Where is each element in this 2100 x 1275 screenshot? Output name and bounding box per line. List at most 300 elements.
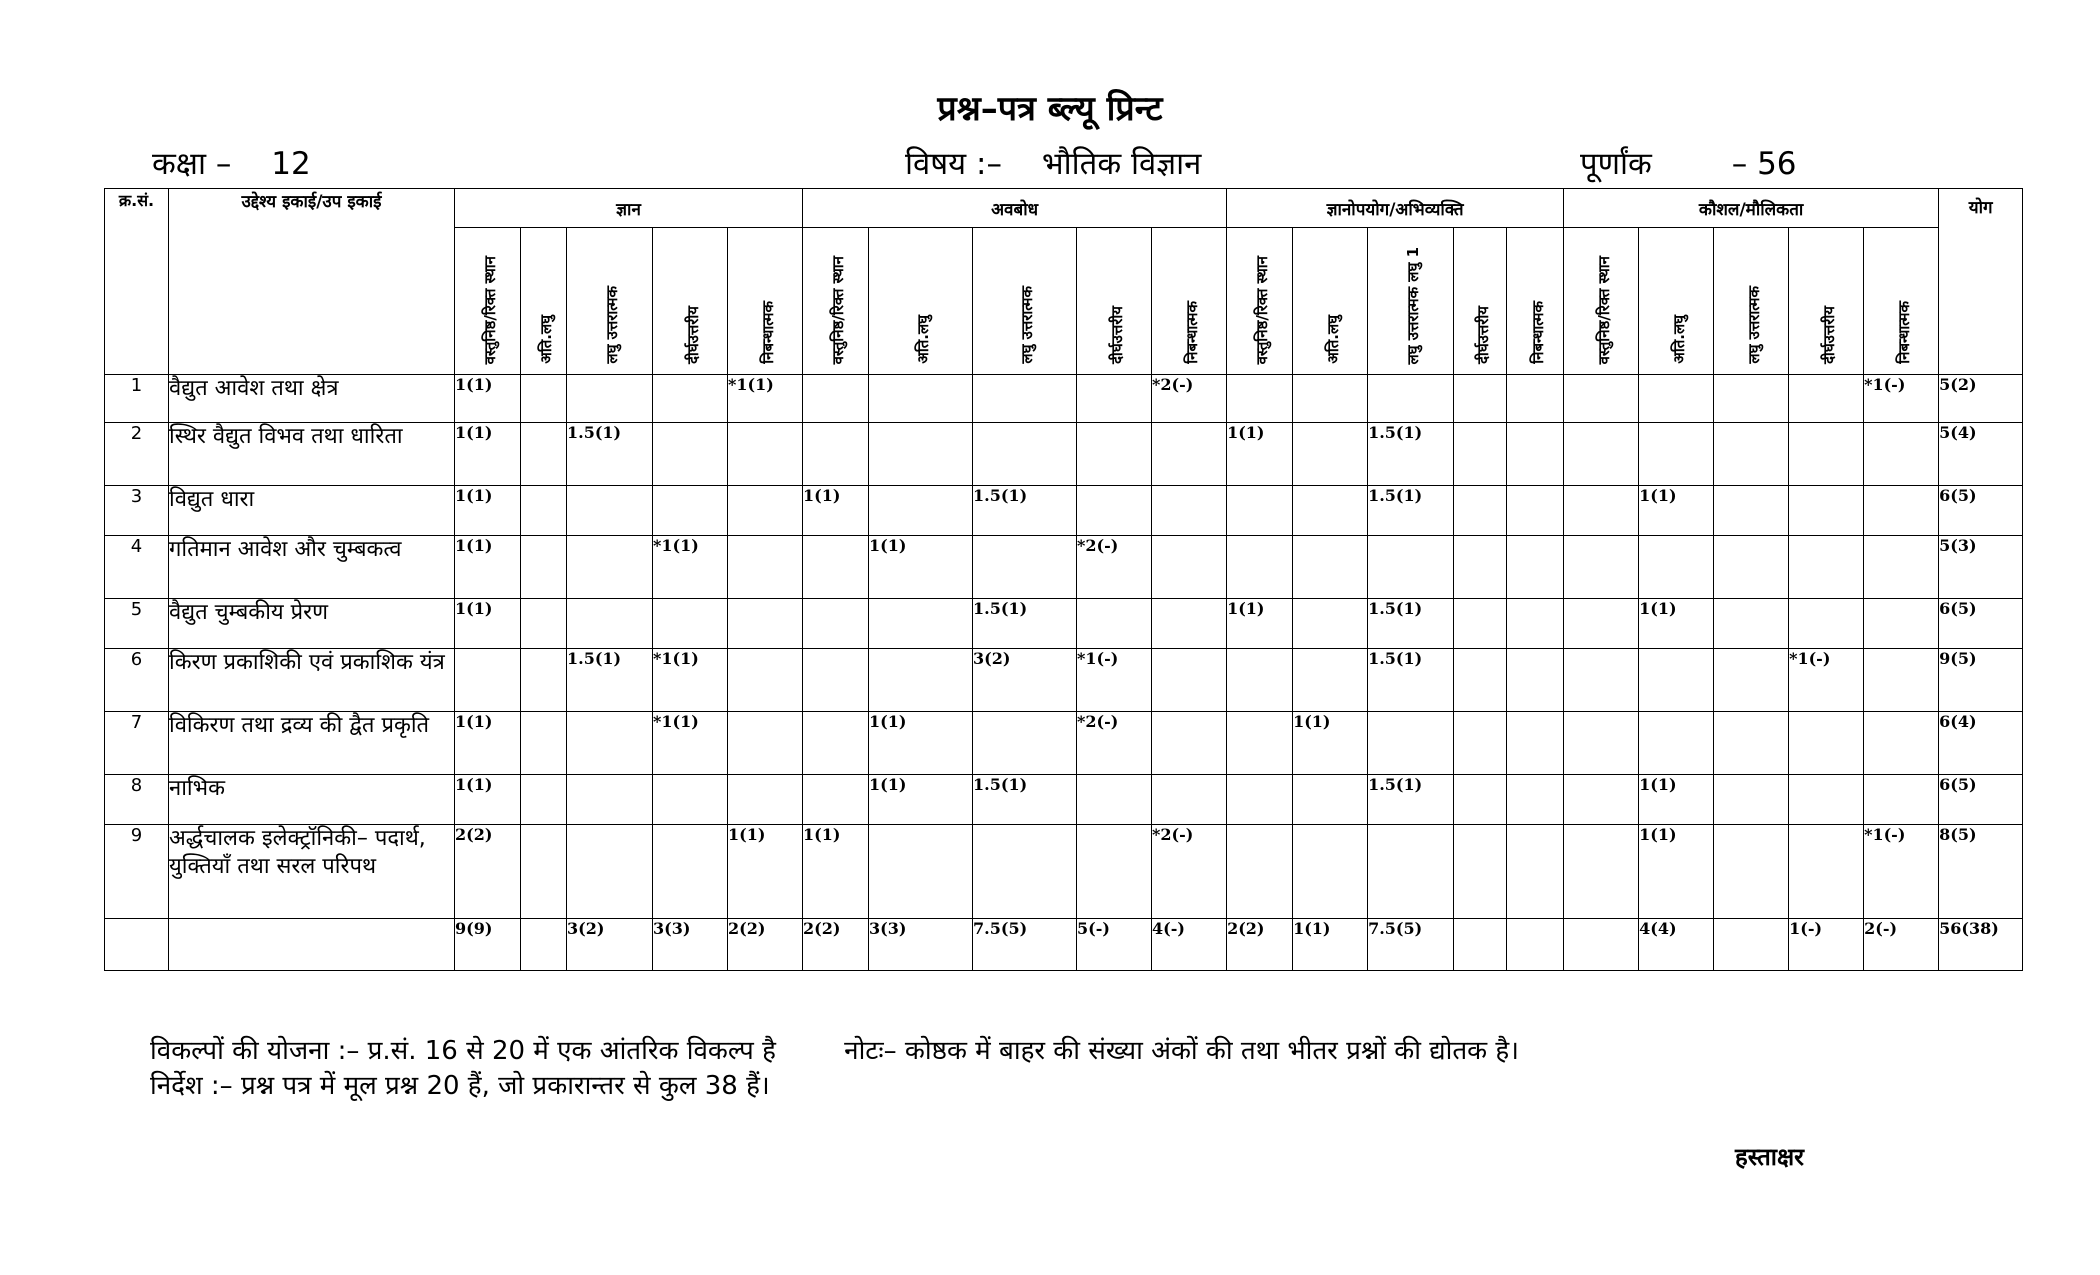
row-cell: 1(1) <box>803 825 869 919</box>
class-value: 12 <box>271 146 311 182</box>
row-cell <box>1864 486 1939 536</box>
row-cell <box>1454 486 1507 536</box>
options-note: विकल्पों की योजना :– प्र.सं. 16 से 20 में एक आंतरिक विकल्प है <box>150 1036 776 1066</box>
row-cell <box>728 536 803 599</box>
row-unit <box>169 919 455 971</box>
table-row <box>105 825 2023 919</box>
row-cell <box>1564 536 1639 599</box>
sub-header-label: निबन्धात्मक <box>758 301 777 364</box>
row-cell <box>1152 599 1227 649</box>
row-cell <box>1152 536 1227 599</box>
row-total: 6(5) <box>1939 599 2023 649</box>
row-cell <box>1639 712 1714 775</box>
sub-header-7 <box>973 228 1077 375</box>
row-cell <box>1564 775 1639 825</box>
row-cell <box>1454 712 1507 775</box>
row-cell <box>1293 825 1368 919</box>
row-cell <box>567 375 653 423</box>
row-cell <box>1227 375 1293 423</box>
sub-header-13 <box>1454 228 1507 375</box>
row-cell <box>1714 919 1789 971</box>
row-cell <box>1454 536 1507 599</box>
row-cell: *2(-) <box>1077 536 1152 599</box>
row-cell: 1(1) <box>869 712 973 775</box>
row-cell: 1(1) <box>1293 712 1368 775</box>
row-total: 5(3) <box>1939 536 2023 599</box>
row-cell <box>1368 825 1454 919</box>
sub-header-12 <box>1368 228 1454 375</box>
row-cell <box>1152 649 1227 712</box>
row-cell <box>1152 712 1227 775</box>
row-cell: 1(1) <box>1227 423 1293 486</box>
row-cell: 2(2) <box>728 919 803 971</box>
row-cell <box>1507 649 1564 712</box>
row-cell <box>1293 375 1368 423</box>
sub-header-label: वस्तुनिष्ठ/रिक्त स्थान <box>829 255 848 364</box>
table-row <box>105 423 2023 486</box>
row-cell <box>1293 599 1368 649</box>
sub-header-label: लघु उत्तरात्मक <box>1018 286 1037 364</box>
row-cell <box>1639 423 1714 486</box>
table-row <box>105 375 2023 423</box>
row-cell <box>653 825 728 919</box>
row-cell <box>803 536 869 599</box>
row-cell <box>567 536 653 599</box>
sub-header-label: अति.लघु <box>1669 315 1688 364</box>
table-row <box>105 649 2023 712</box>
row-total: 6(4) <box>1939 712 2023 775</box>
row-cell: 1(1) <box>803 486 869 536</box>
row-cell <box>1564 486 1639 536</box>
row-cell <box>728 486 803 536</box>
row-cell <box>803 375 869 423</box>
row-cell <box>973 825 1077 919</box>
row-cell: 1(1) <box>455 375 521 423</box>
row-cell <box>869 649 973 712</box>
row-cell <box>1454 375 1507 423</box>
row-cell <box>1227 649 1293 712</box>
row-cell <box>973 423 1077 486</box>
row-cell <box>1864 423 1939 486</box>
total-header: योग <box>1939 189 2023 375</box>
row-cell <box>803 599 869 649</box>
row-cell <box>1564 599 1639 649</box>
row-cell: 1(1) <box>1293 919 1368 971</box>
sub-header-label: निबन्धात्मक <box>1528 301 1547 364</box>
row-cell: 7.5(5) <box>973 919 1077 971</box>
row-serial: 5 <box>105 599 169 649</box>
table-body <box>105 375 2023 971</box>
row-cell <box>1714 825 1789 919</box>
sub-header-6 <box>869 228 973 375</box>
row-cell: 1(1) <box>455 486 521 536</box>
row-cell <box>869 423 973 486</box>
sub-header-3 <box>653 228 728 375</box>
row-serial: 3 <box>105 486 169 536</box>
row-cell <box>653 423 728 486</box>
row-cell <box>1507 375 1564 423</box>
marks-info <box>1580 142 1797 184</box>
row-cell: 1.5(1) <box>567 649 653 712</box>
row-cell <box>1564 712 1639 775</box>
row-cell <box>1077 486 1152 536</box>
row-cell <box>1789 423 1864 486</box>
row-cell <box>803 423 869 486</box>
sub-header-label: अति.लघु <box>914 315 933 364</box>
row-cell <box>653 375 728 423</box>
row-cell <box>1789 536 1864 599</box>
row-cell <box>1564 649 1639 712</box>
row-serial: 4 <box>105 536 169 599</box>
subject-label: विषय :– <box>905 146 1002 182</box>
row-cell: 9(9) <box>455 919 521 971</box>
row-cell: *1(-) <box>1864 825 1939 919</box>
row-serial: 2 <box>105 423 169 486</box>
row-cell: 1(1) <box>1639 775 1714 825</box>
row-serial: 9 <box>105 825 169 919</box>
row-cell <box>1789 599 1864 649</box>
row-cell <box>1564 825 1639 919</box>
row-cell: 1.5(1) <box>1368 599 1454 649</box>
class-info <box>152 142 311 184</box>
row-cell <box>1507 423 1564 486</box>
sub-header-9 <box>1152 228 1227 375</box>
row-cell <box>1227 536 1293 599</box>
sn-header: क्र.सं. <box>105 189 169 375</box>
row-cell <box>567 775 653 825</box>
signature-label: हस्ताक्षर <box>1735 1143 1804 1171</box>
row-total: 6(5) <box>1939 486 2023 536</box>
row-cell <box>1152 775 1227 825</box>
row-cell <box>1864 599 1939 649</box>
row-cell <box>1454 423 1507 486</box>
sub-header-label: अति.लघु <box>1323 315 1342 364</box>
row-cell: 1(1) <box>1639 825 1714 919</box>
group-header-application: ज्ञानोपयोग/अभिव्यक्ति <box>1227 189 1564 228</box>
row-cell <box>1368 375 1454 423</box>
row-cell <box>869 375 973 423</box>
sub-header-label: लघु उत्तरात्मक लघु 1 <box>1404 246 1423 364</box>
row-cell: *2(-) <box>1077 712 1152 775</box>
sub-header-label: दीर्घउत्तरीय <box>1819 305 1838 364</box>
row-cell: 3(2) <box>567 919 653 971</box>
row-cell <box>1864 649 1939 712</box>
row-cell <box>1293 649 1368 712</box>
sub-header-label: निबन्धात्मक <box>1894 301 1913 364</box>
row-cell <box>1714 649 1789 712</box>
row-cell <box>1507 919 1564 971</box>
row-cell: 3(3) <box>653 919 728 971</box>
row-cell <box>728 712 803 775</box>
group-header-knowledge: ज्ञान <box>455 189 803 228</box>
row-cell: *1(1) <box>653 649 728 712</box>
sub-header-label: लघु उत्तरात्मक <box>603 286 621 364</box>
row-cell <box>1864 775 1939 825</box>
row-cell: 1(1) <box>455 712 521 775</box>
row-cell: 7.5(5) <box>1368 919 1454 971</box>
row-cell <box>521 423 567 486</box>
table-row <box>105 536 2023 599</box>
marks-value: – 56 <box>1731 146 1797 182</box>
row-cell <box>1368 536 1454 599</box>
sub-header-5 <box>803 228 869 375</box>
row-cell: *1(-) <box>1077 649 1152 712</box>
row-cell <box>1789 775 1864 825</box>
row-cell: 1.5(1) <box>973 775 1077 825</box>
row-cell <box>728 775 803 825</box>
sub-header-1 <box>521 228 567 375</box>
row-total: 56(38) <box>1939 919 2023 971</box>
row-cell <box>1507 825 1564 919</box>
row-cell: 2(-) <box>1864 919 1939 971</box>
row-serial: 8 <box>105 775 169 825</box>
row-cell <box>1714 375 1789 423</box>
row-cell: 2(2) <box>803 919 869 971</box>
row-cell <box>1714 536 1789 599</box>
sub-header-17 <box>1714 228 1789 375</box>
row-cell: 3(2) <box>973 649 1077 712</box>
row-unit: वैद्युत आवेश तथा क्षेत्र <box>169 375 455 423</box>
row-cell <box>1227 825 1293 919</box>
row-unit: नाभिक <box>169 775 455 825</box>
row-cell: 1(1) <box>455 423 521 486</box>
row-cell: 1.5(1) <box>1368 486 1454 536</box>
row-cell <box>567 712 653 775</box>
row-cell <box>1454 919 1507 971</box>
class-label: कक्षा – <box>152 146 232 182</box>
row-cell <box>1639 649 1714 712</box>
row-unit: स्थिर वैद्युत विभव तथा धारिता <box>169 423 455 486</box>
row-cell <box>1789 712 1864 775</box>
row-cell <box>521 375 567 423</box>
row-cell <box>1293 775 1368 825</box>
row-cell <box>1864 536 1939 599</box>
row-cell: 1.5(1) <box>1368 775 1454 825</box>
row-cell <box>973 375 1077 423</box>
row-cell <box>1227 712 1293 775</box>
row-cell <box>1077 825 1152 919</box>
row-cell <box>1227 775 1293 825</box>
row-cell <box>1789 375 1864 423</box>
sub-header-label: दीर्घउत्तरीय <box>683 305 702 364</box>
row-cell: 1(1) <box>1639 599 1714 649</box>
sub-header-label: दीर्घउत्तरीय <box>1107 305 1126 364</box>
row-cell: 1(1) <box>455 599 521 649</box>
row-cell: 1.5(1) <box>1368 649 1454 712</box>
row-cell <box>653 486 728 536</box>
row-cell: 4(4) <box>1639 919 1714 971</box>
row-cell <box>1507 599 1564 649</box>
marks-label: पूर्णांक <box>1580 146 1652 182</box>
row-cell <box>521 649 567 712</box>
row-cell: 1(1) <box>869 775 973 825</box>
row-cell: 1(-) <box>1789 919 1864 971</box>
row-cell: *1(-) <box>1789 649 1864 712</box>
row-cell: 1(1) <box>455 775 521 825</box>
row-cell <box>567 486 653 536</box>
row-cell: 4(-) <box>1152 919 1227 971</box>
row-cell <box>521 775 567 825</box>
row-cell: 1.5(1) <box>567 423 653 486</box>
row-cell <box>869 599 973 649</box>
row-cell <box>728 423 803 486</box>
group-header-understanding: अवबोध <box>803 189 1227 228</box>
row-serial <box>105 919 169 971</box>
sub-header-8 <box>1077 228 1152 375</box>
subject-info <box>905 142 1201 184</box>
row-unit: विकिरण तथा द्रव्य की द्वैत प्रकृति <box>169 712 455 775</box>
row-serial: 1 <box>105 375 169 423</box>
bracket-note: नोटः– कोष्ठक में बाहर की संख्या अंकों की तथा भीतर प्रश्नों की द्योतक है। <box>844 1036 1520 1066</box>
row-total: 9(5) <box>1939 649 2023 712</box>
row-cell: *1(1) <box>653 712 728 775</box>
row-cell <box>1077 375 1152 423</box>
row-cell <box>455 649 521 712</box>
row-cell <box>1152 486 1227 536</box>
row-cell <box>521 599 567 649</box>
row-cell <box>1507 712 1564 775</box>
row-cell <box>1293 536 1368 599</box>
row-cell: 2(2) <box>1227 919 1293 971</box>
page-title: प्रश्न–पत्र ब्ल्यू प्रिन्ट <box>937 89 1163 129</box>
row-cell <box>1293 423 1368 486</box>
row-cell <box>1789 486 1864 536</box>
row-cell <box>521 536 567 599</box>
row-serial: 6 <box>105 649 169 712</box>
subject-value: भौतिक विज्ञान <box>1041 146 1202 182</box>
total-row <box>105 919 2023 971</box>
sub-header-18 <box>1789 228 1864 375</box>
group-header-skill: कौशल/मौलिकता <box>1564 189 1939 228</box>
row-cell <box>521 712 567 775</box>
row-cell: 1(1) <box>1639 486 1714 536</box>
row-cell <box>1714 775 1789 825</box>
row-cell: 1(1) <box>1227 599 1293 649</box>
row-cell <box>1507 775 1564 825</box>
row-cell: 5(-) <box>1077 919 1152 971</box>
row-total: 5(4) <box>1939 423 2023 486</box>
sub-header-label: वस्तुनिष्ठ/रिक्त स्थान <box>481 255 499 364</box>
row-cell <box>803 712 869 775</box>
sub-header-label: वस्तुनिष्ठ/रिक्त स्थान <box>1594 255 1613 364</box>
instruction-note: निर्देश :– प्रश्न पत्र में मूल प्रश्न 20 हैं, जो प्रकारान्तर से कुल 38 हैं। <box>150 1071 770 1101</box>
row-cell: 1(1) <box>869 536 973 599</box>
sub-header-19 <box>1864 228 1939 375</box>
row-unit: किरण प्रकाशिकी एवं प्रकाशिक यंत्र <box>169 649 455 712</box>
row-cell <box>1077 599 1152 649</box>
row-cell: *2(-) <box>1152 375 1227 423</box>
row-cell: 1.5(1) <box>973 599 1077 649</box>
sub-header-15 <box>1564 228 1639 375</box>
row-cell <box>869 486 973 536</box>
row-cell <box>973 536 1077 599</box>
row-unit: अर्द्धचालक इलेक्ट्रॉनिकी– पदार्थ, युक्तियाँ तथा सरल परिपथ <box>169 825 455 919</box>
table-row <box>105 486 2023 536</box>
row-cell <box>1293 486 1368 536</box>
row-cell <box>1564 375 1639 423</box>
row-cell <box>1454 599 1507 649</box>
row-cell: *2(-) <box>1152 825 1227 919</box>
row-unit: गतिमान आवेश और चुम्बकत्व <box>169 536 455 599</box>
row-cell <box>1714 712 1789 775</box>
sub-header-label: निबन्धात्मक <box>1182 301 1201 364</box>
row-total: 5(2) <box>1939 375 2023 423</box>
row-cell <box>1564 919 1639 971</box>
sub-header-4 <box>728 228 803 375</box>
row-cell <box>1077 423 1152 486</box>
row-cell <box>1454 649 1507 712</box>
sub-header-2 <box>567 228 653 375</box>
row-cell <box>803 775 869 825</box>
sub-header-label: अति.लघु <box>537 315 555 364</box>
row-cell <box>1789 825 1864 919</box>
row-total: 8(5) <box>1939 825 2023 919</box>
row-cell: *1(-) <box>1864 375 1939 423</box>
row-cell <box>1454 775 1507 825</box>
sub-header-label: दीर्घउत्तरीय <box>1473 305 1492 364</box>
row-cell <box>1507 536 1564 599</box>
group-header-row <box>105 189 2023 228</box>
table-row <box>105 712 2023 775</box>
row-cell <box>1639 536 1714 599</box>
sub-header-0 <box>455 228 521 375</box>
table-row <box>105 775 2023 825</box>
row-cell <box>728 649 803 712</box>
unit-header: उद्देश्य इकाई/उप इकाई <box>169 189 455 375</box>
row-cell <box>1507 486 1564 536</box>
row-cell <box>567 825 653 919</box>
sub-header-14 <box>1507 228 1564 375</box>
row-cell: 1(1) <box>728 825 803 919</box>
row-cell <box>653 599 728 649</box>
row-cell <box>1077 775 1152 825</box>
row-cell <box>521 486 567 536</box>
row-cell: 1.5(1) <box>1368 423 1454 486</box>
row-cell: 1.5(1) <box>973 486 1077 536</box>
row-cell <box>869 825 973 919</box>
notes-block <box>150 1034 1519 1104</box>
table-row <box>105 599 2023 649</box>
row-cell <box>1454 825 1507 919</box>
row-serial: 7 <box>105 712 169 775</box>
row-unit: विद्युत धारा <box>169 486 455 536</box>
sub-header-11 <box>1293 228 1368 375</box>
row-cell <box>1639 375 1714 423</box>
row-cell <box>1714 423 1789 486</box>
sub-header-16 <box>1639 228 1714 375</box>
row-cell: 2(2) <box>455 825 521 919</box>
row-cell <box>803 649 869 712</box>
row-cell <box>728 599 803 649</box>
blueprint-table <box>104 188 2023 971</box>
row-cell <box>1368 712 1454 775</box>
row-cell <box>1564 423 1639 486</box>
row-cell <box>1227 486 1293 536</box>
sub-header-10 <box>1227 228 1293 375</box>
row-cell <box>653 775 728 825</box>
row-total: 6(5) <box>1939 775 2023 825</box>
sub-header-label: लघु उत्तरात्मक <box>1744 286 1763 364</box>
row-cell <box>1714 599 1789 649</box>
row-cell <box>1714 486 1789 536</box>
row-unit: वैद्युत चुम्बकीय प्रेरण <box>169 599 455 649</box>
sub-header-label: वस्तुनिष्ठ/रिक्त स्थान <box>1253 255 1272 364</box>
row-cell <box>973 712 1077 775</box>
row-cell: 3(3) <box>869 919 973 971</box>
row-cell <box>521 919 567 971</box>
row-cell: *1(1) <box>728 375 803 423</box>
row-cell <box>1864 712 1939 775</box>
